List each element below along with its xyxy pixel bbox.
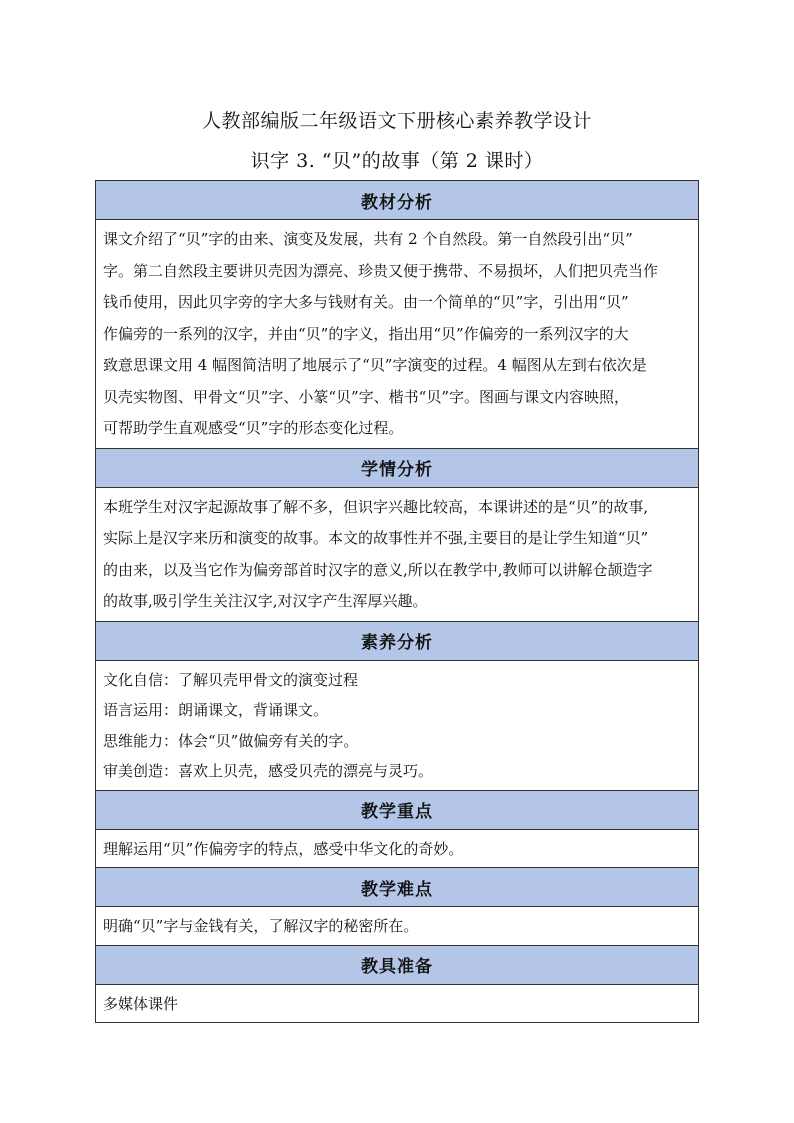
text-line: 作偏旁的一系列的汉字，并由“贝”的字义，指出用“贝”作偏旁的一系列汉字的大: [103, 324, 629, 343]
section-header-row: [96, 621, 699, 660]
section-body-row: [96, 487, 699, 621]
lesson-plan-table: [95, 180, 699, 1023]
text-line: 思维能力：体会“贝”做偏旁有关的字。: [103, 731, 359, 750]
text-line: 明确“贝”字与金钱有关，了解汉字的秘密所在。: [103, 917, 419, 935]
text-line: 钱币使用，因此贝字旁的字大多与钱财有关。由一个简单的“贝”字，引出用“贝”: [103, 293, 629, 311]
text-line: 多媒体课件: [103, 994, 179, 1013]
text-line: 课文介绍了“贝”字的由来、演变及发展，共有 2 个自然段。第一自然段引出“贝”: [103, 230, 633, 248]
section-header-literacy-analysis: 素养分析: [96, 621, 699, 660]
section-header-row: [96, 448, 699, 487]
section-body-teaching-focus: [96, 829, 699, 868]
section-header-row: [96, 868, 699, 907]
text-line: 贝壳实物图、甲骨文“贝”字、小篆“贝”字、楷书“贝”字。图画与课文内容映照，: [103, 387, 630, 406]
section-body-row: [96, 220, 699, 449]
text-line: 的由来，以及当它作为偏旁部首时汉字的意义,所以在教学中,教师可以讲解仓颉造字: [103, 560, 653, 579]
document-title: 人教部编版二年级语文下册核心素养教学设计: [201, 110, 592, 132]
section-header-learner-analysis: 学情分析: [96, 448, 699, 487]
document-subtitle: 识字 3. “贝”的故事（第 2 课时）: [250, 150, 544, 172]
text-line: 实际上是汉字来历和演变的故事。本文的故事性并不强,主要目的是让学生知道“贝”: [103, 529, 649, 547]
text-line: 可帮助学生直观感受“贝”字的形态变化过程。: [103, 419, 404, 437]
section-header-teaching-aids: 教具准备: [96, 945, 699, 984]
section-body-row: [96, 984, 699, 1023]
section-header-row: [96, 790, 699, 829]
text-line: 语言运用：朗诵课文，背诵课文。: [103, 701, 329, 719]
section-body-literacy-analysis: [96, 660, 699, 790]
text-line: 理解运用“贝”作偏旁字的特点，感受中华文化的奇妙。: [103, 839, 464, 858]
section-body-row: [96, 907, 699, 946]
text-line: 致意思课文用 4 幅图简洁明了地展示了“贝”字演变的过程。4 幅图从左到右依次是: [103, 356, 647, 374]
text-line: 本班学生对汉字起源故事了解不多，但识字兴趣比较高，本课讲述的是“贝”的故事,: [103, 497, 649, 516]
section-header-teaching-focus: 教学重点: [96, 790, 699, 829]
text-line: 审美创造：喜欢上贝壳，感受贝壳的漂亮与灵巧。: [103, 762, 434, 780]
section-header-row: [96, 945, 699, 984]
section-body-teaching-difficulty: [96, 907, 699, 946]
section-body-teaching-aids: [96, 984, 699, 1023]
section-body-learner-analysis: [96, 487, 699, 621]
section-body-row: [96, 829, 699, 868]
section-body-row: [96, 660, 699, 790]
section-body-textbook-analysis: [96, 220, 699, 449]
section-header-teaching-difficulty: 教学难点: [96, 868, 699, 907]
section-header-textbook-analysis: 教材分析: [96, 181, 699, 220]
section-header-row: [96, 181, 699, 220]
text-line: 字。第二自然段主要讲贝壳因为漂亮、珍贵又便于携带、不易损坏，人们把贝壳当作: [103, 261, 659, 280]
text-line: 的故事,吸引学生关注汉字,对汉字产生浑厚兴趣。: [103, 592, 428, 610]
text-line: 文化自信：了解贝壳甲骨文的演变过程: [103, 670, 359, 689]
